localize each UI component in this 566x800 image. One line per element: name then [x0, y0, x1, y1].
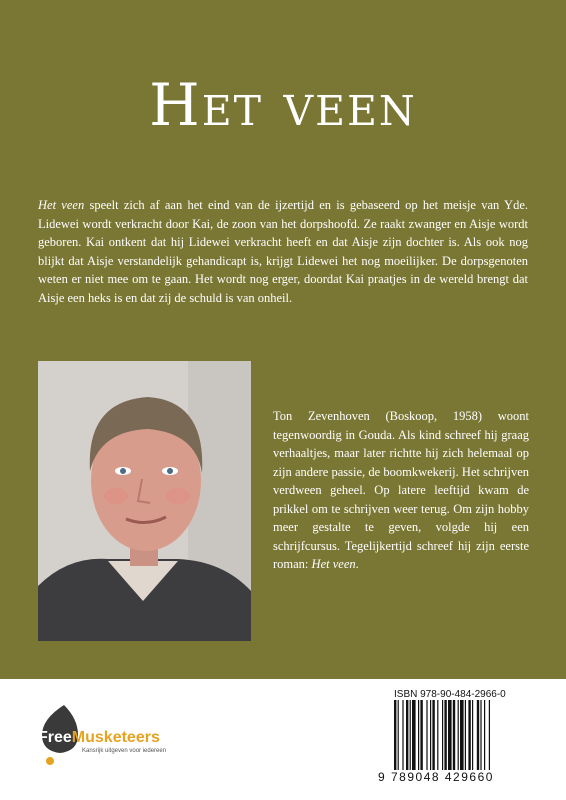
barcode-digits: 9 789048 429660 [378, 770, 494, 784]
publisher-name-part2: Musketeers [71, 729, 160, 746]
blurb-text [38, 196, 528, 307]
book-title: Het veen [149, 71, 417, 139]
author-photo [38, 361, 251, 641]
barcode-icon [392, 700, 522, 770]
bio-body: Ton Zevenhoven (Boskoop, 1958) woont tegenwoordig in Gouda. Als kind schreef hij graag verhaaltjes, maar later richtte hij zich helemaal op zijn andere passie, de boomkwekerij. Het schrijven verdween geheel. Op latere leeftijd kwam de prikkel om te schrijven weer terug. Om zijn hobby meer gestalte te geven, volgde hij een schrijfcursus. Tegelijkertijd schreef hij zijn eerste roman: [273, 409, 529, 571]
blurb-title-italic: Het veen [38, 198, 85, 212]
blurb-body: speelt zich af aan het eind van de ijzertijd en is gebaseerd op het meisje van Yde. Lidewei wordt verkracht door Kai, de zoon van het dorpshoofd. Ze raakt zwanger en Aisje wordt geboren. Kai ontkent dat hij Lidewei verkracht heeft en dat Aisje zijn dochter is. Als ook nog blijkt dat Aisje verstandelijk gehandicapt is, krijgt Lidewei het nog moeilijker. De dorpsgenoten weten er niet mee om te gaan. Het wordt nog erger, doordat Kai praatjes in de wereld brengt dat Aisje een heks is en dat zij de schuld is van onheil. [38, 198, 528, 305]
publisher-tagline: Kansrijk uitgeven voor iedereen [82, 748, 167, 754]
bio-title-italic: Het veen [311, 557, 356, 571]
author-bio [273, 407, 529, 574]
author-portrait-image [38, 361, 251, 641]
publisher-name-part1: Free [38, 729, 72, 746]
bio-end: . [355, 557, 359, 571]
publisher-name [38, 729, 160, 747]
isbn-label: ISBN 978-90-484-2966-0 [394, 689, 506, 700]
